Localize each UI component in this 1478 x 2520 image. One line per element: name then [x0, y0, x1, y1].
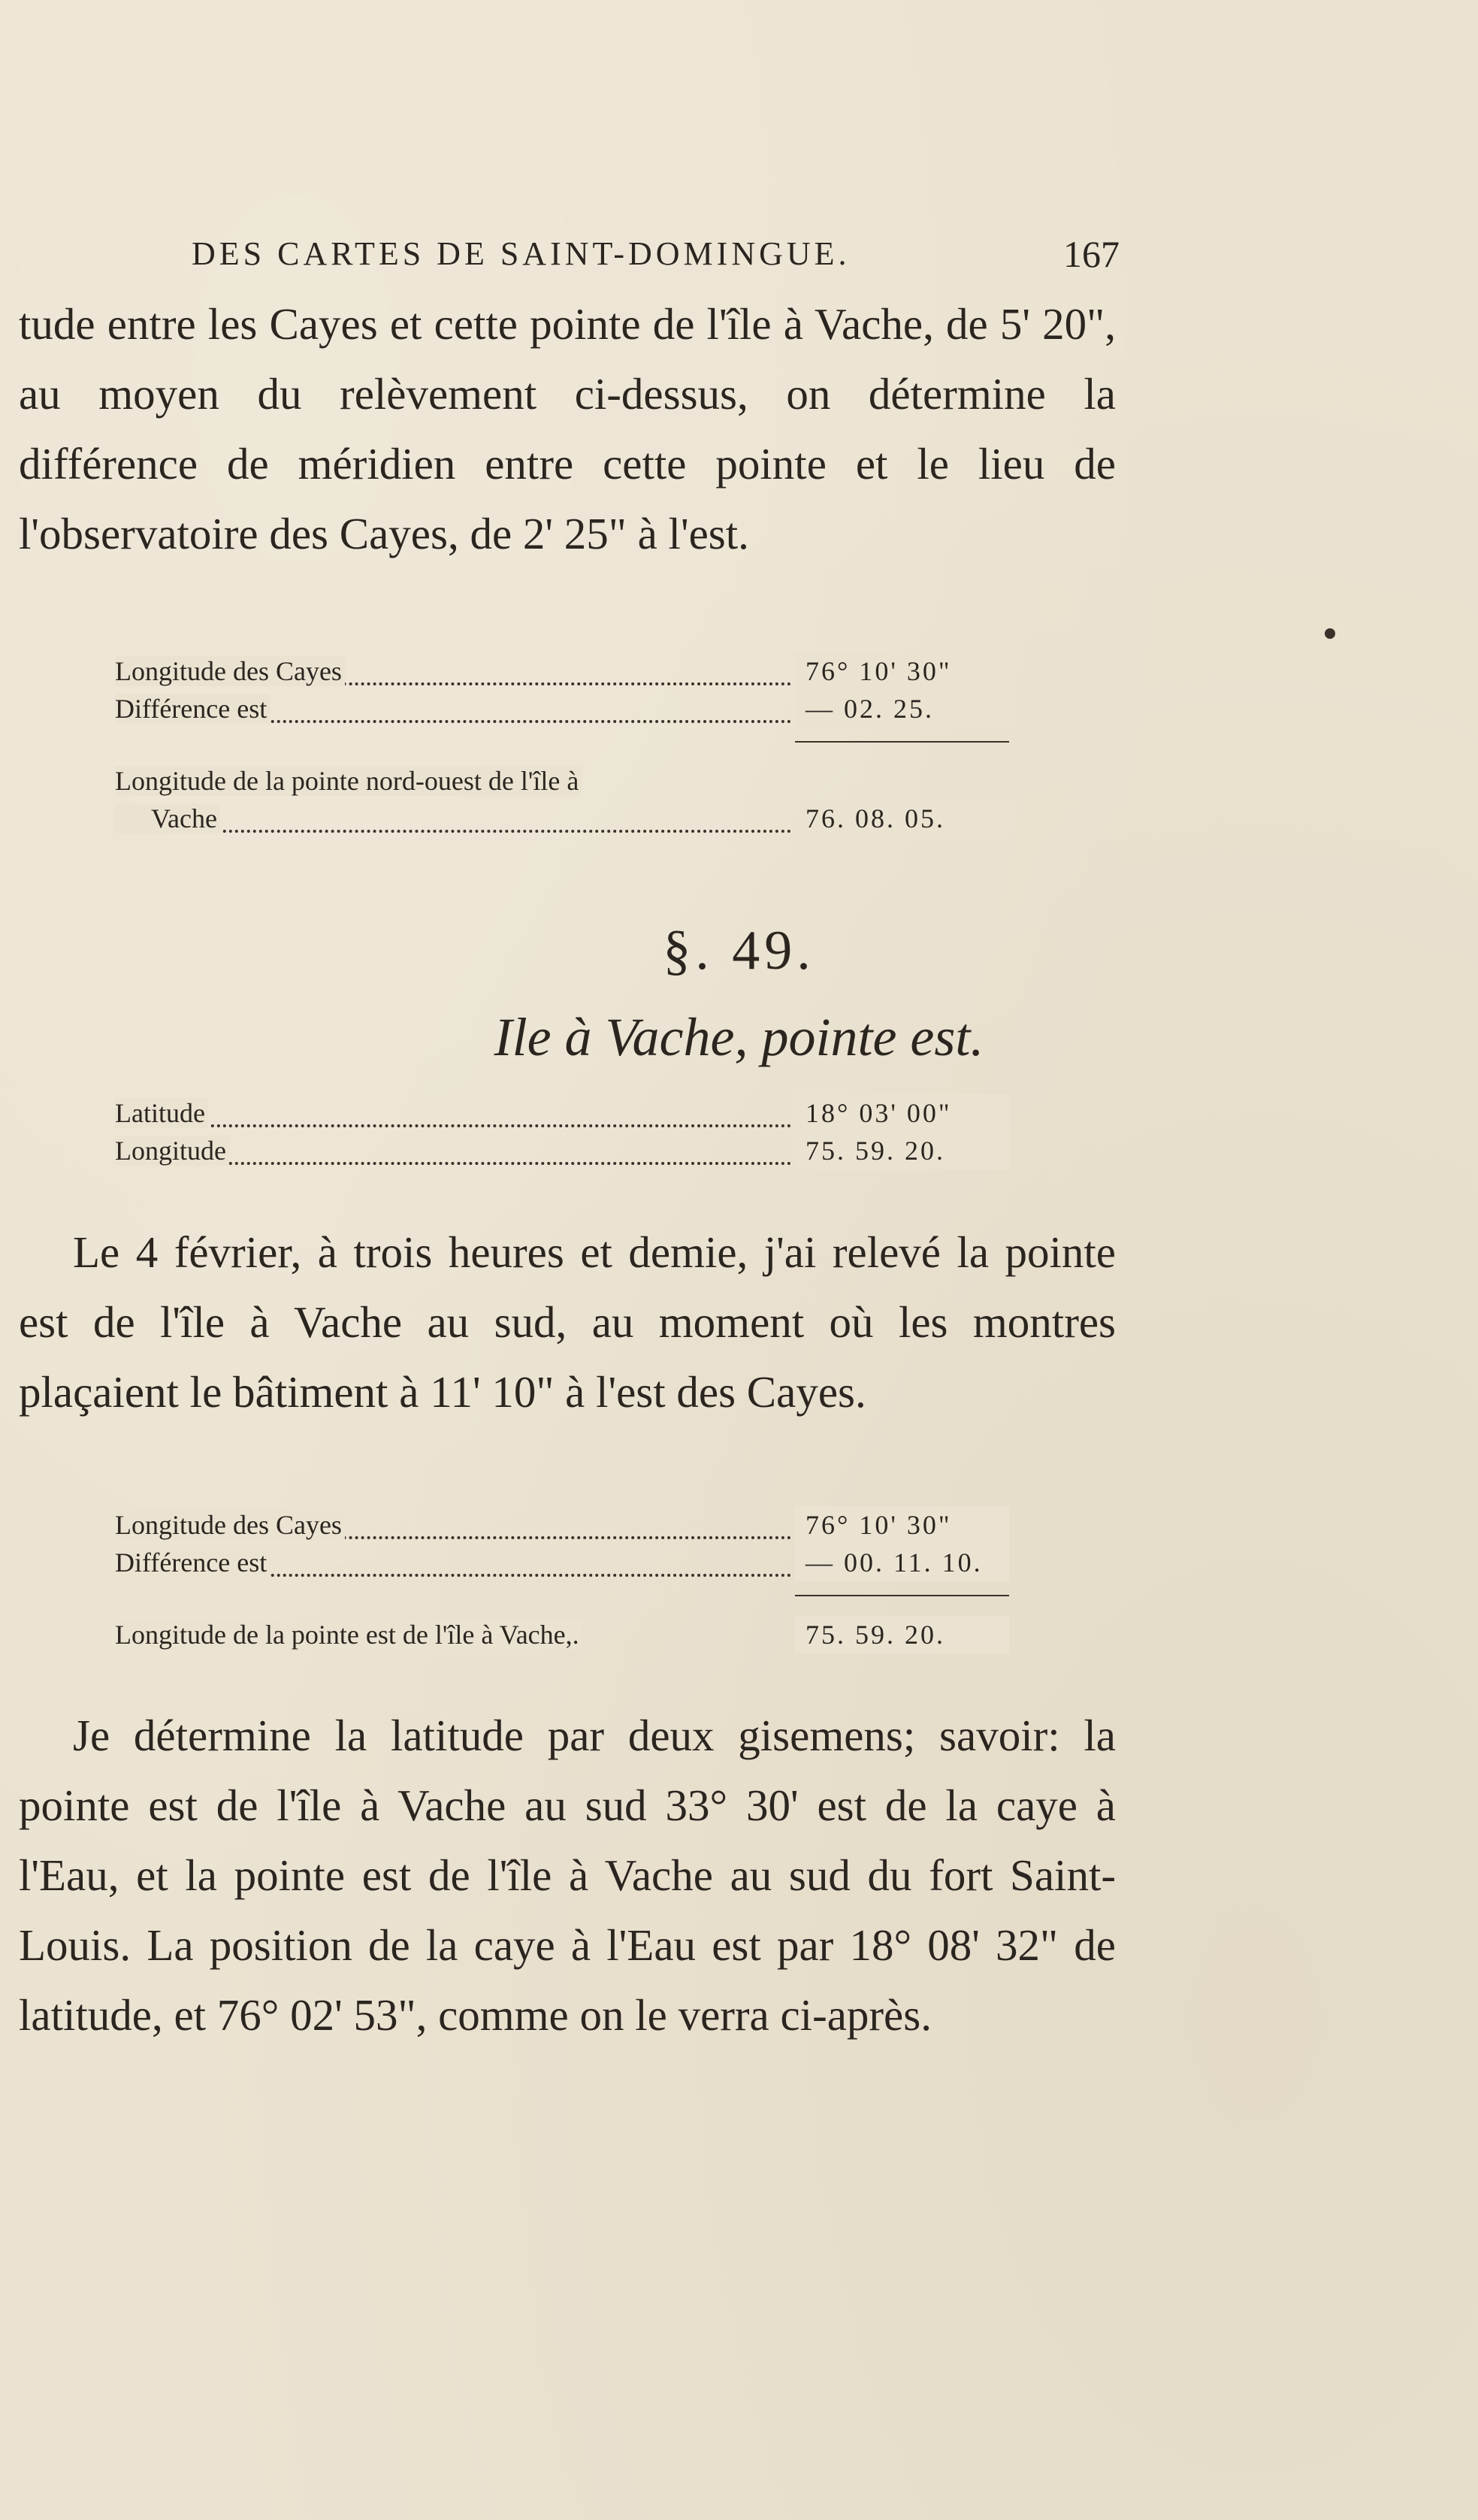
- row-label: Longitude de la pointe est de l'île à Vache,.: [115, 1620, 582, 1650]
- row-value: — 02. 25.: [795, 690, 1009, 728]
- row-label: Longitude: [115, 1136, 229, 1166]
- running-head: DES CARTES DE SAINT-DOMINGUE.: [192, 235, 851, 272]
- row-value: 76. 08. 05.: [795, 800, 1009, 837]
- row-label: Longitude de la pointe nord-ouest de l'île à: [115, 766, 582, 796]
- table-row: [115, 1544, 1009, 1581]
- row-value: 75. 59. 20.: [795, 1616, 1009, 1653]
- page-number: 167: [1063, 233, 1120, 275]
- table-row: [115, 652, 1009, 690]
- row-label: Différence est: [115, 1547, 270, 1578]
- dot-leader: [115, 1124, 791, 1127]
- table-row: [115, 1506, 1009, 1544]
- paragraph-latitude: Je détermine la latitude par deux gisemens; savoir: la pointe est de l'île à Vache au sud 33° 30' est de la caye à l'Eau, et la pointe est de l'île à Vache au sud du fort Saint-Louis. La position de la caye à l'Eau est par 18° 08' 32" de latitude, et 76° 02' 53", comme on le verra ci-après.: [19, 1711, 1116, 2040]
- table-row: [115, 690, 1009, 728]
- sum-rule: [795, 1595, 1009, 1596]
- table-row: [115, 1616, 1009, 1653]
- section-number: §. 49.: [663, 920, 815, 982]
- paper-speck: [1325, 628, 1335, 639]
- row-value: 75. 59. 20.: [795, 1132, 1009, 1169]
- longitude-table-northwest: [115, 652, 1009, 837]
- table-row: [115, 1094, 1009, 1132]
- sum-rule: [795, 741, 1009, 743]
- paragraph-observation: Le 4 février, à trois heures et demie, j'ai relevé la pointe est de l'île à Vache au sud, au moment où les montres plaçaient le bâtiment à 11' 10" à l'est des Cayes.: [19, 1227, 1116, 1417]
- paragraph-intro: tude entre les Cayes et cette pointe de l'île à Vache, de 5' 20", au moyen du relèvement ci-dessus, on détermine la différence de méridien entre cette pointe et le lieu de l'observatoire des Cayes, de 2' 25" à l'est.: [19, 299, 1116, 558]
- row-label: Longitude des Cayes: [115, 656, 345, 686]
- longitude-table-east: [115, 1506, 1009, 1653]
- coordinates-table: [115, 1094, 1009, 1169]
- section-title: Ile à Vache, pointe est.: [494, 1007, 984, 1067]
- row-label: Différence est: [115, 694, 270, 724]
- row-label: Vache: [115, 803, 220, 833]
- row-value: 76° 10' 30": [795, 652, 1009, 690]
- row-value: — 00. 11. 10.: [795, 1544, 1009, 1581]
- table-row: [115, 800, 1009, 837]
- row-value: 18° 03' 00": [795, 1094, 1009, 1132]
- row-label: Longitude des Cayes: [115, 1510, 345, 1540]
- page-header: [192, 231, 1120, 277]
- table-row-label-line: [115, 762, 1009, 800]
- row-label: Latitude: [115, 1098, 208, 1128]
- table-row: [115, 1132, 1009, 1169]
- row-value: 76° 10' 30": [795, 1506, 1009, 1544]
